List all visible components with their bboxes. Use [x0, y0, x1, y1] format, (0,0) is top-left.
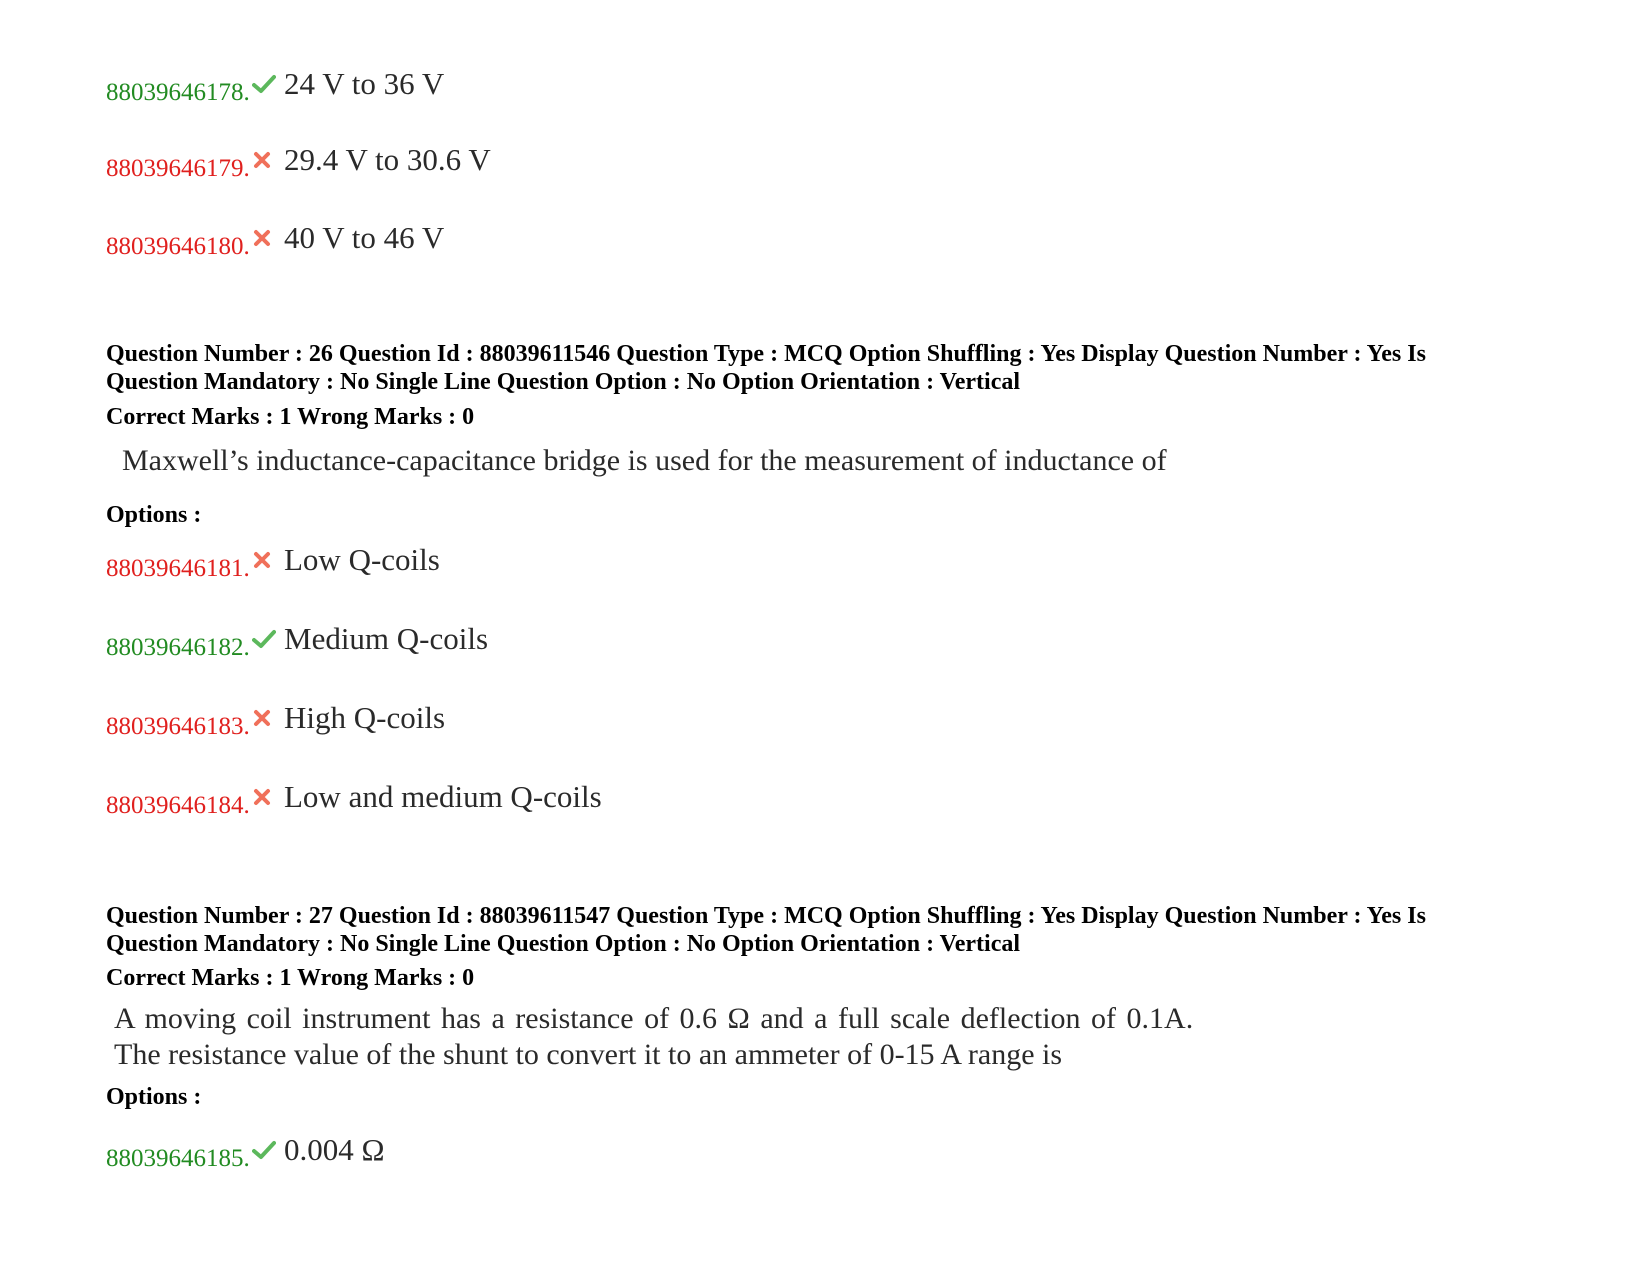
question-text: Maxwell’s inductance-capacitance bridge is used for the measurement of inductance of [122, 444, 1167, 477]
marks-line: Correct Marks : 1 Wrong Marks : 0 [106, 404, 475, 430]
check-icon [252, 74, 284, 94]
question-meta-line-2: Question Mandatory : No Single Line Question Option : No Option Orientation : Vertical [106, 931, 1021, 957]
cross-icon [252, 228, 284, 248]
option-text: Low Q-coils [284, 542, 440, 577]
question-text-line-1: A moving coil instrument has a resistance of 0.6 Ω and a full scale deflection of 0.1A. [114, 1002, 1194, 1035]
option-row [106, 542, 440, 584]
option-id: 88039646181. [106, 555, 250, 582]
option-row [106, 142, 491, 184]
option-text: Medium Q-coils [284, 621, 489, 656]
option-text: Low and medium Q-coils [284, 779, 602, 814]
option-row [106, 700, 446, 742]
cross-icon [252, 550, 284, 570]
check-icon [252, 629, 284, 649]
option-text: 29.4 V to 30.6 V [284, 142, 491, 177]
option-row [106, 621, 489, 663]
option-text: 0.004 Ω [284, 1132, 385, 1167]
option-id: 88039646178. [106, 79, 250, 106]
question-meta [106, 340, 1426, 396]
cross-icon [252, 150, 284, 170]
option-row [106, 779, 602, 821]
cross-icon [252, 708, 284, 728]
question-meta [106, 902, 1426, 958]
option-text: 40 V to 46 V [284, 220, 445, 255]
options-label: Options : [106, 502, 202, 528]
question-meta-line-1: Question Number : 26 Question Id : 88039611546 Question Type : MCQ Option Shuffling : Yes Display Question Number : Yes Is [106, 341, 1426, 367]
option-id: 88039646182. [106, 634, 250, 661]
option-id: 88039646184. [106, 792, 250, 819]
marks-line: Correct Marks : 1 Wrong Marks : 0 [106, 965, 475, 991]
option-text: High Q-coils [284, 700, 446, 735]
option-id: 88039646180. [106, 233, 250, 260]
option-text: 24 V to 36 V [284, 66, 445, 101]
option-row [106, 220, 445, 262]
option-row [106, 1132, 385, 1174]
option-id: 88039646183. [106, 713, 250, 740]
cross-icon [252, 787, 284, 807]
question-text-line-2: The resistance value of the shunt to convert it to an ammeter of 0-15 A range is [114, 1038, 1063, 1071]
option-id: 88039646185. [106, 1145, 250, 1172]
check-icon [252, 1140, 284, 1160]
question-meta-line-2: Question Mandatory : No Single Line Question Option : No Option Orientation : Vertical [106, 369, 1021, 395]
option-id: 88039646179. [106, 155, 250, 182]
question-meta-line-1: Question Number : 27 Question Id : 88039611547 Question Type : MCQ Option Shuffling : Yes Display Question Number : Yes Is [106, 903, 1426, 929]
option-row [106, 66, 445, 108]
options-label: Options : [106, 1084, 202, 1110]
